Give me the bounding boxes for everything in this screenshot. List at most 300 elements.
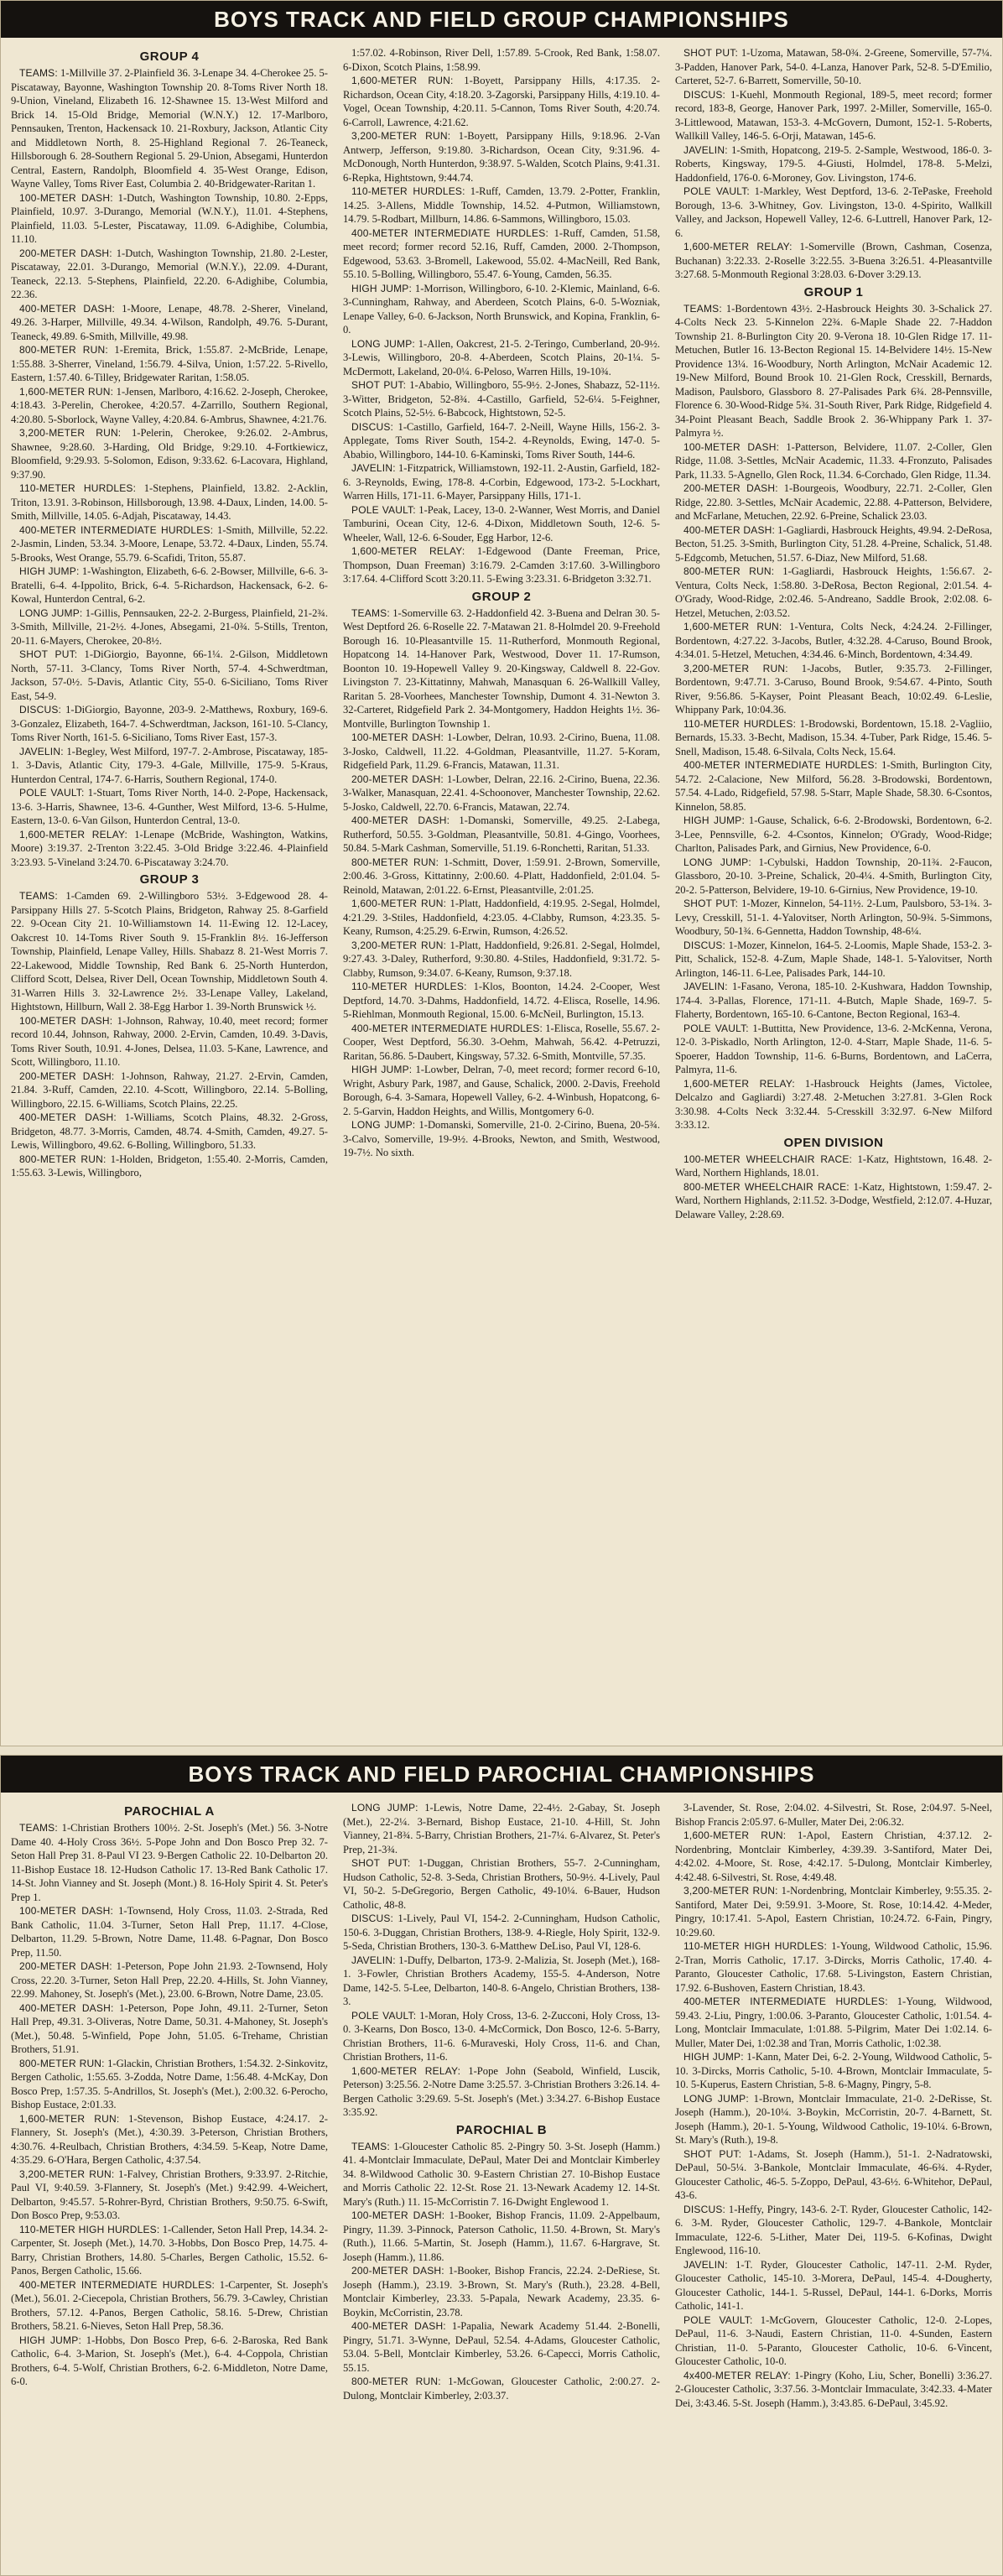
- event-result: [675, 2050, 992, 2092]
- event-label: 100-METER DASH:: [19, 191, 113, 204]
- event-results-text: 1-Hasbrouck Heights (James, Victolee, Delcalzo and Gagliardi) 3:27.48. 2-Metuchen 3:27.81. 3-Glen Rock 3:30.98. 4-Colts Neck 3:32.44. 5-Cresskill 3:32.97. 6-New Milford 3:33.12.: [675, 1077, 992, 1131]
- event-result: [343, 773, 660, 814]
- event-result: [343, 2264, 660, 2319]
- event-results-text: 1-Adams, St. Joseph (Hamm.), 51-1. 2-Nadratowski, DePaul, 50-5¼. 3-Bankole, Montclair Immaculate, 46-6¾. 4-Ryder, Gloucester Catholic, 46-5. 5-Zoppo, DePaul, 43-6½. 6-Whitehor, DePaul, 43-6.: [675, 2147, 992, 2201]
- event-result: [675, 1801, 992, 1829]
- event-result: [675, 897, 992, 939]
- division-heading: GROUP 4: [139, 49, 200, 64]
- event-results-text: 1-Katz, Hightstown, 16.48. 2-Ward, Northern Highlands, 18.01.: [675, 1153, 992, 1179]
- event-result: [675, 856, 992, 898]
- event-result: [343, 282, 660, 337]
- event-results-text: 1-Stevenson, Bishop Eustace, 4:24.17. 2-Flannery, St. Joseph's (Met.), 4:30.39. 3-Peterson, Christian Brothers, 4:30.76. 4-Reulbach, Christian Brothers, 4:34.59. 5-Keap, Notre Dame, 4:35.29. 6-O'Hara, Bergen Catholic, 4:37.54.: [11, 2112, 328, 2166]
- event-results-text: 1-Markley, West Deptford, 13-6. 2-TePaske, Freehold Borough, 13-6. 3-Whitney, Gov. Livingston, 13-0. 4-Spirito, Wallkill Valley, and Jackson, Hopewell Valley, 12-6. 6-Luttrell, Hanover Park, 12-6.: [675, 185, 992, 239]
- event-result: [343, 2375, 660, 2402]
- event-results-text: 1-Camden 69. 2-Willingboro 53½. 3-Edgewood 28. 4-Parsippany Hills 27. 5-Scotch Plains, Bridgeton, Rahway 25. 8-Garfield 22. 9-Ocean City 21. 10-Williamstown 14. 11-Ewing 12. 12-Lacey, Oakcrest 10. 14-Toms River South 9. 15-Franklin 8½. 16-Jefferson Township, Plainfield, Lenape Valley, Hills. Shabazz 8. 21-West Morris 7. 22-Lakewood, Middle Township, Red Bank 6. 25-North Hunterdon, Clifford Scott, Delsea, River Dell, Ocean Township, Middletown South 4. 31-Warren Hills 3. 32-Lawrence 2½. 33-Lenape Valley, Lakeland, Hightstown, Hillburn, Wall 2. 38-Egg Harbor 1. 39-North Brunswick ½.: [11, 890, 328, 1012]
- event-label: 1,600-METER RELAY:: [351, 545, 465, 557]
- event-results-text: 1-Uzoma, Matawan, 58-0¾. 2-Greene, Somerville, 57-7¼. 3-Padden, Hanover Park, 54-0. 4-Lanza, Hanover Park, 52-8. 5-D'Emilio, Carteret, 52-7. 6-Barrett, Somerville, 50-10.: [675, 47, 992, 86]
- event-results-text: 1-Townsend, Holy Cross, 11.03. 2-Strada, Red Bank Catholic, 11.04. 3-Turner, Seton Hall Prep, 11.17. 4-Close, Delbarton, 11.29. 5-Brown, Notre Dame, 11.48. 6-Pagnar, Don Bosco Prep, 11.50.: [11, 1905, 328, 1959]
- event-result: [343, 1022, 660, 1064]
- event-results-text: 1-Washington, Elizabeth, 6-6. 2-Bowser, Millville, 6-6. 3-Bratelli, 6-4. 4-Ippolito, Brick, 6-4. 5-Richardson, Hackensack, 6-2. 6-Kowal, Hunterdon Central, 6-2.: [11, 565, 328, 605]
- event-result: [11, 2057, 328, 2112]
- event-result: [343, 731, 660, 773]
- results-columns: [1, 1798, 1002, 2410]
- event-label: 110-METER HURDLES:: [19, 482, 137, 494]
- event-result: [675, 440, 992, 482]
- event-result: [343, 2009, 660, 2064]
- event-result: [343, 2319, 660, 2375]
- event-result: [343, 1801, 660, 1856]
- event-results-text: 1-Callender, Seton Hall Prep, 14.34. 2-Carpenter, St. Joseph (Met.), 14.70. 3-Hobbs, Don Bosco Prep, 14.75. 4-Barry, Christian Brothers, 14.80. 5-Charles, Bergen Catholic, 15.52. 6-Panos, Bergen Catholic, 15.66.: [11, 2223, 328, 2277]
- event-result: [343, 46, 660, 74]
- event-results-text: 1-Lenape (McBride, Washington, Watkins, Moore) 3:19.37. 2-Trenton 3:22.45. 3-Old Bridge 3:22.46. 4-Plainfield 3:23.93. 5-Vineland 3:24.70. 6-Piscataway 3:24.70.: [11, 828, 328, 868]
- event-results-text: 1-Klos, Boonton, 14.24. 2-Cooper, West Deptford, 14.70. 3-Dahms, Haddonfield, 14.72. 4-Elisca, Roselle, 14.96. 5-Riehlman, Monmouth Regional, 15.00. 6-McNeil, Burlington, 15.13.: [343, 981, 660, 1020]
- event-result: [675, 1995, 992, 2050]
- event-results-text: 1-McGowan, Gloucester Catholic, 2:00.27. 2-Dulong, Montclair Kimberley, 2:03.37.: [343, 2376, 660, 2402]
- event-results-text: 1-Ruff, Camden, 51.58, meet record; former record 52.16, Ruff, Camden, 2000. 2-Thompson, Edgewood, 53.63. 3-Bromell, Lakewood, 55.02. 4-MacNeill, Red Bank, 55.10. 5-Bolling, Willingboro, 55.47. 6-Young, Camden, 56.35.: [343, 226, 660, 280]
- event-results-text: 1-Cybulski, Haddon Township, 20-11¾. 2-Faucon, Glassboro, 20-10. 3-Preine, Schalick, 20-4¼. 4-Smith, Burlington City, 20-2. 5-Patterson, Belvidere, 19-10. 6-Girnius, New Providence, 19-10.: [675, 856, 992, 896]
- event-label: TEAMS:: [351, 606, 390, 619]
- event-label: 4x400-METER RELAY:: [683, 2369, 791, 2381]
- event-results-text: 1-Moore, Lenape, 48.78. 2-Sherer, Vineland, 49.26. 3-Harper, Millville, 49.34. 4-Wilson, Randolph, 49.76. 5-Durant, Teaneck, 49.89. 6-Smith, Millville, 49.98.: [11, 302, 328, 342]
- event-results-text: 1-Moran, Holy Cross, 13-6. 2-Zucconi, Holy Cross, 13-0. 3-Kearns, Don Bosco, 13-0. 4-McCormick, Don Bosco, 12-6. 5-Barry, Christian Brothers, 11-6. 6-Muraveski, Holy Cross, 11-6. and Chan, Christian Brothers, 11-6.: [343, 2009, 660, 2063]
- event-result: [11, 385, 328, 427]
- event-label: 1,600-METER RELAY:: [683, 1077, 795, 1090]
- event-result: [343, 2209, 660, 2264]
- division-heading: PAROCHIAL B: [455, 2122, 548, 2137]
- event-result: [675, 758, 992, 814]
- event-result: [675, 1077, 992, 1132]
- event-result: [11, 1111, 328, 1153]
- event-label: 800-METER RUN:: [19, 344, 108, 356]
- event-label: DISCUS:: [683, 939, 726, 951]
- results-columns: [1, 43, 1002, 1221]
- event-label: 400-METER INTERMEDIATE HURDLES:: [683, 1996, 888, 2007]
- event-results-text: 1-Lively, Paul VI, 154-2. 2-Cunningham, Hudson Catholic, 150-6. 3-Duggan, Christian Brothers, 138-9. 4-Riegle, Holy Spirit, 132-9. 5-Seda, Christian Brothers, 130-3. 6-Matthew DeLiso, Paul VI, 128-6.: [343, 1912, 660, 1952]
- event-result: [11, 66, 328, 191]
- event-label: 400-METER INTERMEDIATE HURDLES:: [19, 2278, 216, 2291]
- event-results-text: 1-Dutch, Washington Township, 21.80. 2-Lester, Piscataway, 22.01. 3-Durango, Memorial (W.N.Y.), 22.09. 4-Durant, Teaneck, 22.13. 5-Stephens, Plainfield, 22.20. 6-Adighibe, Columbia, 22.36.: [11, 247, 328, 300]
- event-result: [675, 620, 992, 662]
- event-result: [343, 1912, 660, 1954]
- event-result: [11, 2001, 328, 2057]
- event-result: [11, 302, 328, 344]
- group-championships-banner: BOYS TRACK AND FIELD GROUP CHAMPIONSHIPS: [1, 1, 1002, 38]
- event-result: [11, 703, 328, 745]
- event-result: [11, 2167, 328, 2223]
- event-result: [11, 343, 328, 385]
- event-results-text: 1-Holden, Bridgeton, 1:55.40. 2-Morris, Camden, 1:55.63. 3-Lewis, Willingboro,: [11, 1153, 328, 1179]
- event-result: [343, 2064, 660, 2120]
- event-results-text: 1-Gillis, Pennsauken, 22-2. 2-Burgess, Plainfield, 21-2¾. 3-Smith, Millville, 21-2½. 4-Jones, Absegami, 21-0¾. 5-Stills, Trenton, 20-11. 6-Mayers, Cherokee, 20-8½.: [11, 606, 328, 647]
- event-result: [675, 565, 992, 620]
- event-label: 100-METER DASH:: [351, 731, 444, 743]
- event-result: [675, 2313, 992, 2369]
- event-result: [343, 1118, 660, 1160]
- event-results-text: 1-Edgewood (Dante Freeman, Price, Thompson, Duan Freeman) 3:16.79. 2-Camden 3:17.60. 3-Willingboro 3:17.64. 4-Clifford Scott 3:20.11. 5-Ewing 3:23.31. 6-Bridgeton 3:32.71.: [343, 545, 660, 585]
- event-result: [675, 46, 992, 88]
- event-result: [11, 2223, 328, 2278]
- event-result: [675, 185, 992, 240]
- results-column: [343, 1801, 660, 2410]
- event-label: JAVELIN:: [19, 745, 64, 757]
- event-results-text: 1-Somerville 63. 2-Haddonfield 42. 3-Buena and Delran 30. 5-West Deptford 26. 6-Roselle 22. 7-Matawan 21. 8-Holmdel 20. 9-Freehold Borough 16. 10-Pleasantville 15. 11-Rutherford, Monmouth Regional, Hopatcong 14. 14-Hanover Park, Westwood, Dover 11. 17-Rumson, Boonton 10. 19-Hopewell Valley 9. 20-Kingsway, Caldwell 8. 22-Gov. Livingston 7. 23-Kittatinny, Mahwah, Manasquan 6. 26-Wallkill Valley, Raritan 5. 28-Voorhees, Manchester Township, Dumont 4. 31-Newton 3. 32-Carteret, Ridgefield Park 2. 34-Montgomery, Haddon Heights 1½. 36-Montville, Burlington Township 1.: [343, 606, 660, 730]
- event-label: HIGH JUMP:: [19, 565, 80, 577]
- event-results-text: 1-Kuehl, Monmouth Regional, 189-5, meet record; former record, 183-8, George, Hanover Park, 1997. 2-Miller, Somerville, 165-0. 3-Littlewood, Matawan, 153-3. 4-McGovern, Dumont, 152-1. 5-Roberts, Wallkill Valley, 146-5. 6-Orji, Matawan, 145-6.: [675, 88, 992, 142]
- event-result: [675, 2369, 992, 2411]
- event-label: 1,600-METER RUN:: [19, 2112, 120, 2125]
- event-results-text: 1-Patterson, Belvidere, 11.07. 2-Coller, Glen Ridge, 11.08. 3-Settles, McNair Academic, 11.33. 4-Fronzuto, Palisades Park, 11.33. 5-Agnello, Glen Rock, 11.34. 6-Corchado, Glen Ridge, 11.34.: [675, 440, 992, 481]
- event-results-text: 1-Gagliardi, Hasbrouck Heights, 1:56.67. 2-Ventura, Colts Neck, 1:58.80. 3-DeRosa, Becton Regional, 2:01.54. 4-O'Grady, Wood-Ridge, 2:02.46. 5-Andreano, Saddle Brook, 2:02.08. 6-Hetzel, Metuchen, 2:03.52.: [675, 565, 992, 619]
- event-label: 800-METER RUN:: [19, 1153, 107, 1165]
- event-results-text: 1-Platt, Haddonfield, 4:19.95. 2-Segal, Holmdel, 4:21.29. 3-Stiles, Haddonfield, 4:23.05. 4-Clabby, Rumson, 4:23.35. 5-Keany, Rumson, 4:25.29. 6-Erwin, Rumson, 4:26.52.: [343, 898, 660, 937]
- event-result: [11, 1069, 328, 1111]
- event-results-text: 1-Nordenbring, Montclair Kimberley, 9:55.35. 2-Santiford, Mater Dei, 9:59.91. 3-Moore, St. Rose, 10:14.42. 4-Meder, Pingry, 10:17.41. 5-Apol, Eastern Christian, 10:24.72. 6-Fain, Pingry, 10:29.60.: [675, 1885, 992, 1939]
- event-result: [343, 1954, 660, 2009]
- division-heading: PAROCHIAL A: [124, 1804, 215, 1819]
- event-label: DISCUS:: [683, 2203, 726, 2215]
- event-results-text: 1-Ababio, Willingboro, 55-9½. 2-Jones, Shabazz, 52-11½. 3-Witter, Bridgeton, 52-8¾. 4-Castillo, Garfield, 52-6¼. 5-Feighner, Scotch Plains, 52-5½. 6-Babcock, Hightstown, 52-5.: [343, 379, 660, 419]
- event-results-text: 1-Pope John (Seabold, Winfield, Luscik, Peterson) 3:25.56. 2-Notre Dame 3:25.57. 3-Christian Brothers 3:26.14. 4-Bergen Catholic 3:29.69. 5-St. Joseph's (Met.) 3:34.27. 6-Bishop Eustace 3:35.92.: [343, 2064, 660, 2118]
- event-results-text: 1-Kann, Mater Dei, 6-2. 2-Young, Wildwood Catholic, 5-10. 3-Dircks, Morris Catholic, 5-10. 4-Brown, Montclair Immaculate, 5-10. 5-Kuperus, Eastern Christian, 5-8. 6-Magny, Pingry, 5-8.: [675, 2051, 992, 2090]
- event-label: LONG JUMP:: [351, 337, 415, 350]
- event-result: [11, 2112, 328, 2167]
- event-result: [675, 2147, 992, 2203]
- event-result: [11, 648, 328, 703]
- event-results-text: 1-Bordentown 43½. 2-Hasbrouck Heights 30. 3-Schalick 27. 4-Colts Neck 23. 5-Kinnelon 22¾. 6-Maple Shade 22. 7-Haddon Township 21. 8-Burlington City 20. 9-Verona 18. 10-Glen Ridge 17. 11-Metuchen, Butler 16. 13-Becton Regional 15. 14-Belvidere 14½. 15-New Providence 13¼. 16-Woodbury, North Arlington, McNair Academic 12. 19-New Milford, Bound Brook 10. 21-Glen Rock, Cresskill, Bernards, Madison, Paulsboro, Glassboro 8. 27-Palisades Park 6¾. 28-Pennsville, Florence 6. 30-Wood-Ridge 5¾. 31-South River, Park Ridge, Ridgefield 4. 34-Point Pleasant Beach, Saddle Brook 2. 36-Whippany Park 1. 37-Palmyra ½.: [675, 302, 992, 439]
- event-results-text: 1-Begley, West Milford, 197-7. 2-Ambrose, Piscataway, 185-1. 3-Davis, Atlantic City, 179-3. 4-Gale, Millville, 175-9. 5-Kraus, Hunterdon Central, 174-7. 6-Harris, Southern Regional, 174-0.: [11, 745, 328, 785]
- event-label: SHOT PUT:: [351, 1857, 411, 1869]
- event-result: [343, 1856, 660, 1912]
- event-label: JAVELIN:: [683, 143, 728, 156]
- event-label: 800-METER WHEELCHAIR RACE:: [683, 1180, 850, 1193]
- event-result: [11, 523, 328, 565]
- event-results-text: 1-Smith, Millville, 52.22. 2-Jasmin, Linden, 53.34. 3-Moore, Lenape, 53.72. 4-Daux, Linden, 55.74. 5-Brooks, West Orange, 55.79. 6-Scafidi, Triton, 55.87.: [11, 523, 328, 564]
- event-results-text: 1-Morrison, Willingboro, 6-10. 2-Klemic, Mainland, 6-6. 3-Cunningham, Rahway, and Aberdeen, Scotch Plains, 6-0. 5-Wozniak, Lenape Valley, 6-0. 6-Jackson, North Brunswick, and Kopina, Franklin, 6-0.: [343, 282, 660, 336]
- event-result: [675, 481, 992, 523]
- event-result: [675, 980, 992, 1022]
- results-column: [11, 1801, 328, 2410]
- event-label: 400-METER DASH:: [351, 2320, 446, 2332]
- event-results-text: 1-Peak, Lacey, 13-0. 2-Wanner, West Morris, and Daniel Tamburini, Ocean City, 12-6. 4-Dixon, Middletown South, 12-6. 5-Wheeler, Wall, 12-6. 6-Souder, Egg Harbor, 12-6.: [343, 503, 660, 544]
- event-label: 400-METER DASH:: [19, 1111, 117, 1123]
- event-label: 400-METER DASH:: [19, 302, 116, 315]
- event-result: [11, 1959, 328, 2001]
- event-results-text: 1-Jensen, Marlboro, 4:16.62. 2-Joseph, Cherokee, 4:18.43. 3-Perelin, Cherokee, 4:20.57. 4-Zarrillo, Southern Regional, 4:20.80. 5-Sborlock, Wayne Valley, 4:20.84. 6-Ambrus, Shawnee, 4:21.76.: [11, 385, 328, 425]
- event-results-text: 1-Falvey, Christian Brothers, 9:33.97. 2-Ritchie, Paul VI, 9:40.59. 3-Flannery, St. Joseph's (Met.) 9:42.99. 4-Weichert, Delbarton, 9:45.57. 5-Rohrer-Byrd, Christian Brothers, 9:50.75. 6-Swift, Don Bosco Prep, 9:53.03.: [11, 2167, 328, 2221]
- event-label: 400-METER INTERMEDIATE HURDLES:: [351, 226, 548, 239]
- results-column: [343, 46, 660, 1221]
- event-result: [11, 606, 328, 648]
- event-label: JAVELIN:: [683, 981, 728, 992]
- event-results-text: 1-Lewis, Notre Dame, 22-4½. 2-Gabay, St. Joseph (Met.), 22-2¼. 3-Bernard, Bishop Eustace, 21-10. 4-Hill, St. John Vianney, 21-8¾. 5-Barry, Christian Brothers, 21-7¼. 6-Alvarez, St. Peter's Prep, 21-3¾.: [343, 1802, 660, 1855]
- event-result: [343, 814, 660, 856]
- event-results-text: 1-Ruff, Camden, 13.79. 2-Potter, Franklin, 14.25. 3-Allens, Middle Township, 14.52. 4-Putmon, Williamstown, 14.79. 5-Rodbart, Millburn, 14.86. 6-Sammons, Willingboro, 15.03.: [343, 185, 660, 225]
- event-label: SHOT PUT:: [683, 898, 739, 909]
- event-result: [343, 337, 660, 379]
- event-result: [11, 481, 328, 523]
- event-results-text: 1-Platt, Haddonfield, 9:26.81. 2-Segal, Holmdel, 9:27.43. 3-Daley, Rutherford, 9:30.80. 4-Stiles, Haddonfield, 9:31.72. 5-Clabby, Rumson, 9:34.07. 6-Keany, Rumson, 9:37.18.: [343, 939, 660, 979]
- event-result: [11, 745, 328, 787]
- event-result: [343, 897, 660, 939]
- event-label: DISCUS:: [683, 88, 726, 101]
- event-result: [675, 240, 992, 282]
- event-result: [675, 2092, 992, 2147]
- event-results-text: 1-Domanski, Somerville, 49.25. 2-Labega, Rutherford, 50.55. 3-Goldman, Pleasantville, 50.81. 4-Gingo, Voorhees, 50.84. 5-Mark Cashman, Somerville, 51.19. 6-Ronchetti, Raritan, 51.33.: [343, 814, 660, 854]
- event-results-text: 1:57.02. 4-Robinson, River Dell, 1:57.89. 5-Crook, Red Bank, 1:58.07. 6-Dixon, Scotch Plains, 1:58.99.: [343, 47, 660, 73]
- event-results-text: 1-Williams, Scotch Plains, 48.32. 2-Gross, Bridgeton, 48.77. 3-Morris, Camden, 48.74. 4-Smith, Camden, 49.27. 5-Lewis, Willingboro, 49.62. 6-Bolling, Willingboro, 51.33.: [11, 1111, 328, 1151]
- event-results-text: 1-Somerville (Brown, Cashman, Cosenza, Buchanan) 3:22.33. 2-Roselle 3:22.55. 3-Buena 3:26.51. 4-Pleasantville 3:27.68. 5-Monmouth Regional 3:28.03. 6-Dover 3:29.13.: [675, 241, 992, 280]
- event-label: HIGH JUMP:: [351, 282, 413, 294]
- event-label: 100-METER DASH:: [683, 440, 780, 453]
- event-results-text: 1-Millville 37. 2-Plainfield 36. 3-Lenape 34. 4-Cherokee 25. 5-Piscataway, Bayonne, Washington Township 20. 8-Toms River North 18. 9-Union, Vineland, Elizabeth 16. 12-Shawnee 15. 13-West Milford and Brick 14. 15-Old Bridge, Memorial (W.N.Y.) 12. 17-Marlboro, Pennsauken, Trenton, Hackensack 10. 21-Roxbury, Jackson, Atlantic City and Middletown North, 8. 25-Highland Regional 7. 26-Teaneck, Hillsborough 6. 28-Southern Regional 5. 29-Union, Absegami, Hunterdon Central, Eastern, Randolph, Bloomfield 4. 35-West Orange, Edison, Wayne Valley, Toms River East, Columbia 2. 40-Bridgewater-Raritan 1.: [11, 67, 328, 190]
- event-label: 400-METER INTERMEDIATE HURDLES:: [19, 523, 214, 536]
- event-label: 400-METER DASH:: [683, 523, 776, 536]
- results-column: [675, 46, 992, 1221]
- event-label: 200-METER DASH:: [19, 1069, 115, 1082]
- event-result: [675, 302, 992, 440]
- event-label: LONG JUMP:: [351, 1802, 418, 1814]
- event-label: 800-METER RUN:: [351, 2376, 441, 2387]
- event-label: POLE VAULT:: [351, 503, 416, 516]
- event-results-text: 1-Smith, Burlington City, 54.72. 2-Calacione, New Milford, 56.28. 3-Brodowski, Bordentown, 57.54. 4-Lado, Ridgefield, 57.98. 5-Starr, Maple Shade, 58.30. 6-Csontos, Kinnelon, 58.85.: [675, 759, 992, 813]
- event-label: 1,600-METER RELAY:: [351, 2064, 461, 2077]
- event-result: [675, 2258, 992, 2313]
- event-results-text: 1-Booker, Bishop Francis, 11.09. 2-Appelbaum, Pingry, 11.39. 3-Pinnock, Paterson Catholic, 11.50. 4-Brown, St. Mary's (Ruth.), 11.66. 5-Martin, St. Joseph (Hamm.), 11.67. 6-Hargrave, St. Joseph (Hamm.), 11.86.: [343, 2209, 660, 2263]
- event-label: SHOT PUT:: [683, 2147, 742, 2160]
- event-result: [343, 226, 660, 282]
- event-result: [675, 523, 992, 565]
- event-label: 110-METER HIGH HURDLES:: [19, 2223, 160, 2235]
- event-results-text: 1-Young, Wildwood Catholic, 15.96. 2-Tran, Morris Catholic, 17.17. 3-Dircks, Morris Catholic, 17.40. 4-Paranto, Gloucester Catholic, 17.68. 5-Livingston, Eastern Christian, 17.92. 6-Bushoven, Eastern Christian, 18.43.: [675, 1940, 992, 1994]
- event-result: [675, 88, 992, 143]
- event-label: POLE VAULT:: [351, 2009, 417, 2022]
- event-label: 1,600-METER RELAY:: [19, 828, 128, 840]
- event-results-text: 1-Lowber, Delran, 22.16. 2-Cirino, Buena, 22.36. 3-Walker, Manasquan, 22.41. 4-Schoonover, Manchester Township, 22.62. 5-Josko, Caldwell, 22.70. 6-Francis, Matawan, 22.74.: [343, 773, 660, 813]
- event-label: POLE VAULT:: [683, 2313, 753, 2326]
- event-label: 400-METER INTERMEDIATE HURDLES:: [351, 1022, 543, 1034]
- event-results-text: 1-Young, Wildwood, 59.43. 2-Liu, Pingry, 1:00.06. 3-Paranto, Gloucester Catholic, 1:01.54. 4-Long, Montclair Immaculate, 1:01.88. 5-Pilgrim, Mater Dei 1:02.14. 6-Muller, Mater Dei, 1:02.38 and Tran, Morris Catholic, 1:02.38.: [675, 1996, 992, 2049]
- event-results-text: 1-Lowber, Delran, 10.93. 2-Cirino, Buena, 11.08. 3-Josko, Caldwell, 11.22. 4-Goldman, Pleasantville, 11.27. 5-Koram, Ridgefield Park, 11.29. 6-Francis, Matawan, 11.31.: [343, 731, 660, 771]
- event-results-text: 1-DiGiorgio, Bayonne, 203-9. 2-Matthews, Roxbury, 169-6. 3-Gonzalez, Elizabeth, 164-7. 4-Schwerdtman, Jackson, 161-10. 5-Clancy, Toms River North, 161-5. 6-Siciliano, Toms River East, 157-3.: [11, 704, 328, 743]
- event-results-text: 1-Boyett, Parsippany Hills, 9:18.96. 2-Van Antwerp, Jefferson, 9:19.80. 3-Richardson, Ocean City, 9:31.96. 4-McDonough, North Hunterdon, 9:38.97. 5-Walden, Scotch Plains, 9:41.31. 6-Repka, Hightstown, 9:44.74.: [343, 130, 660, 184]
- event-results-text: 1-Johnson, Rahway, 21.27. 2-Ervin, Camden, 21.84. 3-Ruff, Camden, 22.10. 4-Scott, Willingboro, 22.14. 5-Bolling, Willingboro, 22.15. 6-Williams, Scotch Plains, 22.25.: [11, 1069, 328, 1110]
- event-results-text: 1-Stephens, Plainfield, 13.82. 2-Acklin, Triton, 13.91. 3-Robinson, Hillsborough, 13.98. 4-Daux, Linden, 14.00. 5-Smith, Millville, 14.05. 6-Adjah, Piscataway, 14.43.: [11, 482, 328, 522]
- event-result: [11, 889, 328, 1014]
- event-results-text: 1-Fasano, Verona, 185-10. 2-Kushwara, Haddon Township, 174-4. 3-Pallas, Florence, 171-11. 4-Butch, Maple Shade, 169-7. 5-Flaherty, Bordentown, 165-10. 6-Cantone, Becton Regional, 163-4.: [675, 981, 992, 1020]
- event-result: [675, 143, 992, 185]
- event-result: [11, 1904, 328, 1959]
- event-label: 1,600-METER RUN:: [683, 1829, 787, 1841]
- event-results-text: 1-Gagliardi, Hasbrouck Heights, 49.94. 2-DeRosa, Becton, 51.25. 3-Smith, Burlington City, 51.28. 4-Preine, Schalick, 51.48. 5-Edgcomb, Metuchen, 51.57. 6-Diaz, New Milford, 51.68.: [675, 523, 992, 564]
- event-results-text: 1-Johnson, Rahway, 10.40, meet record; former record 10.44, Johnson, Rahway, 2000. 2-Ervin, Camden, 10.49. 3-Davis, Toms River South, 10.91. 4-Jones, Delsea, 11.03. 5-Kane, Lawrence, and Scott, Willingboro, 11.10.: [11, 1014, 328, 1068]
- event-label: 800-METER RUN:: [351, 856, 439, 868]
- event-label: HIGH JUMP:: [19, 2334, 81, 2346]
- event-result: [675, 1884, 992, 1939]
- event-label: DISCUS:: [351, 1912, 394, 1924]
- event-label: 3,200-METER RUN:: [683, 1885, 778, 1897]
- event-result: [675, 1180, 992, 1222]
- event-results-text: 1-Peterson, Pope John, 49.11. 2-Turner, Seton Hall Prep, 49.31. 3-Oliveras, Notre Dame, 50.31. 4-Mahoney, St. Joseph's (Met.), 50.48. 5-Winfield, Pope John, 51.05. 6-Trehame, Christian Brothers, 51.91.: [11, 2001, 328, 2055]
- event-label: JAVELIN:: [351, 1954, 396, 1966]
- event-result: [343, 939, 660, 981]
- event-label: 110-METER HURDLES:: [351, 185, 465, 197]
- event-results-text: 1-Bourgeois, Woodbury, 22.71. 2-Coller, Glen Ridge, 22.80. 3-Settles, McNair Academic, 22.88. 4-Patterson, Belvidere, and McFarlane, Metuchen, 22.92. 6-Preine, Schalick 23.03.: [675, 482, 992, 522]
- event-results-text: 1-Mozer, Kinnelon, 54-11½. 2-Lum, Paulsboro, 53-1¾. 3-Levy, Cresskill, 51-1. 4-Yalovitser, North Arlington, 50-9¾. 5-Simmons, Woodbury, 50-1¾. 6-Gennetta, Haddon Township, 48-6¼.: [675, 898, 992, 937]
- event-result: [343, 461, 660, 503]
- event-results-text: 1-Mozer, Kinnelon, 164-5. 2-Loomis, Maple Shade, 153-2. 3-Pitt, Schalick, 152-8. 4-Zum, Maple Shade, 148-1. 5-Yalovitser, North Arlington, 146-11. 6-Lee, Palisades Park, 144-10.: [675, 939, 992, 979]
- event-results-text: 1-Pingry (Koho, Liu, Scher, Bonelli) 3:36.27. 2-Gloucester Catholic, 3:37.56. 3-Montclair Immaculate, 3:42.33. 4-Mater Dei, 3:43.46. 5-St. Joseph (Hamm.), 3:43.85. 6-DePaul, 3:45.92.: [675, 2369, 992, 2409]
- event-result: [343, 420, 660, 462]
- event-results-text: 1-Booker, Bishop Francis, 22.24. 2-DeRiese, St. Joseph (Hamm.), 23.19. 3-Brown, St. Mary's (Ruth.), 23.28. 4-Bell, Montclair Kimberley, 23.33. 5-Papala, Newark Academy, 23.35. 6-Boykin, McCorristin, 23.78.: [343, 2265, 660, 2318]
- event-label: POLE VAULT:: [683, 1022, 749, 1034]
- event-results-text: 1-Stuart, Toms River North, 14-0. 2-Pope, Hackensack, 13-6. 3-Harris, Shawnee, 13-6. 4-Gunther, West Milford, 13-6. 5-Hulme, Eastern, 13-0. 6-Van Gilson, Hunterdon Central, 13-0.: [11, 787, 328, 826]
- event-label: 110-METER HURDLES:: [683, 717, 797, 730]
- event-results-text: 1-Duggan, Christian Brothers, 55-7. 2-Cunningham, Hudson Catholic, 52-8. 3-Seda, Christian Brothers, 50-9½. 4-Lively, Paul VI, 50-2. 5-DeGregorio, Bergen Catholic, 49-10¼. 6-Bauer, Hudson Catholic, 48-8.: [343, 1857, 660, 1911]
- event-label: JAVELIN:: [683, 2258, 728, 2271]
- event-result: [11, 1014, 328, 1069]
- event-label: 100-METER WHEELCHAIR RACE:: [683, 1153, 853, 1165]
- event-result: [675, 1939, 992, 1995]
- event-result: [343, 606, 660, 731]
- event-label: HIGH JUMP:: [351, 1064, 413, 1075]
- event-label: TEAMS:: [19, 67, 58, 79]
- event-label: 100-METER DASH:: [19, 1905, 113, 1917]
- event-results-text: 1-Elisca, Roselle, 55.67. 2-Cooper, West Deptford, 56.30. 3-Oehm, Mahwah, 56.42. 4-Petruzzi, Raritan, 56.86. 5-Daubert, Kingsway, 57.32. 6-Smith, Montville, 57.35.: [343, 1022, 660, 1062]
- event-results-text: 1-Dutch, Washington Township, 10.80. 2-Epps, Plainfield, 10.97. 3-Durango, Memorial (W.N.Y.), 11.01. 4-Stephens, Plainfield, 11.03. 5-Lester, Piscataway, 11.09. 6-Adighibe, Columbia, 11.10.: [11, 191, 328, 245]
- event-results-text: 3-Lavender, St. Rose, 2:04.02. 4-Silvestri, St. Rose, 2:04.97. 5-Neel, Bishop Francis 2:05.97. 6-Muller, Mater Dei, 2:06.32.: [675, 1802, 992, 1828]
- event-label: 100-METER DASH:: [19, 1014, 113, 1027]
- event-results-text: 1-Brodowski, Bordentown, 15.18. 2-Vagliio, Bernards, 15.33. 3-Becht, Madison, 15.34. 4-Tuber, Park Ridge, 15.46. 5-Snell, Madison, 15.48. 6-Silvala, Colts Neck, 15.64.: [675, 717, 992, 757]
- event-label: 200-METER DASH:: [351, 2265, 444, 2277]
- event-label: SHOT PUT:: [19, 648, 78, 660]
- event-label: SHOT PUT:: [351, 379, 407, 391]
- event-label: TEAMS:: [19, 1822, 58, 1834]
- event-result: [343, 2140, 660, 2209]
- event-results-text: 1-Jacobs, Butler, 9:35.73. 2-Fillinger, Bordentown, 9:47.71. 3-Caruso, Bound Brook, 9:54.67. 4-Pinto, South River, 9:56.86. 5-Kayser, Point Pleasant Beach, 10:02.49. 6-Leslie, Whippany Park, 10:04.36.: [675, 662, 992, 716]
- event-results-text: 1-Fitzpatrick, Williamstown, 192-11. 2-Austin, Garfield, 182-6. 3-Reynolds, Ewing, 178-8. 4-Corbin, Edgewood, 173-2. 5-Lockhart, Warren Hills, 171-11. 6-Mayer, Parsippany Hills, 171-1.: [343, 462, 660, 502]
- event-result: [11, 2278, 328, 2334]
- event-label: LONG JUMP:: [351, 1119, 416, 1131]
- event-label: LONG JUMP:: [683, 856, 751, 868]
- event-label: 800-METER RUN:: [19, 2057, 105, 2069]
- event-result: [675, 1153, 992, 1180]
- division-heading: OPEN DIVISION: [783, 1135, 884, 1150]
- event-label: 1,600-METER RUN:: [683, 621, 782, 632]
- division-heading: GROUP 2: [471, 589, 532, 604]
- event-results-text: 1-DiGiorgio, Bayonne, 66-1¼. 2-Gilson, Middletown North, 57-11. 3-Clancy, Toms River North, 57-4. 4-Schwerdtman, Jackson, 57-0½. 5-Davis, Atlantic City, 55-0. 6-Siciliano, Toms River East, 54-9.: [11, 648, 328, 702]
- event-label: 400-METER INTERMEDIATE HURDLES:: [683, 759, 878, 771]
- results-column: [675, 1801, 992, 2410]
- event-label: POLE VAULT:: [683, 185, 750, 197]
- event-result: [11, 426, 328, 481]
- event-result: [675, 814, 992, 856]
- event-result: [11, 565, 328, 606]
- event-result: [343, 74, 660, 129]
- event-label: POLE VAULT:: [19, 787, 85, 799]
- event-results-text: 1-Allen, Oakcrest, 21-5. 2-Teringo, Cumberland, 20-9½. 3-Lewis, Willingboro, 20-8. 4-Aberdeen, Scotch Plains, 20-1¼. 5-McDermott, Lakeland, 20-0¼. 6-Peloso, Warren Hills, 19-10¾.: [343, 337, 660, 377]
- event-label: 3,200-METER RUN:: [351, 939, 447, 951]
- event-label: JAVELIN:: [351, 462, 396, 474]
- parochial-championships-banner: BOYS TRACK AND FIELD PAROCHIAL CHAMPIONSHIPS: [1, 1756, 1002, 1793]
- parochial-championships-clipping: [0, 1755, 1003, 2576]
- event-result: [343, 503, 660, 545]
- event-result: [11, 1821, 328, 1904]
- event-results-text: 1-Schmitt, Dover, 1:59.91. 2-Brown, Somerville, 2:00.46. 3-Gross, Kittatinny, 2:00.60. 4-Platt, Haddonfield, 2:01.04. 5-Reinold, Matawan, 2:01.22. 6-Ernst, Pleasantville, 2:01.25.: [343, 856, 660, 896]
- event-results-text: 1-Apol, Eastern Christian, 4:37.12. 2-Nordenbring, Montclair Kimberley, 4:39.39. 3-Santiford, Mater Dei, 4:42.02. 4-Moore, St. Rose, 4:42.17. 5-Dulong, Montclair Kimberley, 4:42.48. 6-Silvestri, St. Rose, 4:49.48.: [675, 1829, 992, 1883]
- event-label: 800-METER RUN:: [683, 565, 775, 577]
- event-label: TEAMS:: [351, 2140, 390, 2152]
- event-results-text: 1-Pelerin, Cherokee, 9:26.02. 2-Ambrus, Shawnee, 9:28.60. 3-Harding, Old Bridge, 9:29.10. 4-Fortkiewicz, Bloomfield, 9:29.93. 5-Solomon, Edison, 9:33.62. 6-Lacovara, Highland, 9:37.90.: [11, 427, 328, 481]
- event-label: HIGH JUMP:: [683, 2051, 744, 2063]
- event-label: 400-METER DASH:: [351, 814, 450, 826]
- event-label: LONG JUMP:: [19, 606, 83, 619]
- event-result: [343, 856, 660, 898]
- event-label: HIGH JUMP:: [683, 814, 746, 826]
- event-result: [11, 828, 328, 870]
- event-results-text: 1-Eremita, Brick, 1:55.87. 2-McBride, Lenape, 1:55.88. 3-Sherrer, Vineland, 1:56.79. 4-Silva, Union, 1:57.22. 5-Rivello, Eastern, 1:57.40. 6-Tilley, Bridgewater Raritan, 1:58.05.: [11, 344, 328, 383]
- event-result: [11, 1153, 328, 1180]
- event-result: [675, 662, 992, 717]
- event-results-text: 1-Katz, Hightstown, 1:59.47. 2-Ward, Northern Highlands, 2:11.52. 3-Dodge, Westfield, 2:12.07. 4-Huzar, Delaware Valley, 2:28.69.: [675, 1180, 992, 1220]
- event-result: [675, 1022, 992, 1077]
- event-result: [11, 191, 328, 247]
- event-label: DISCUS:: [19, 704, 62, 716]
- event-label: 1,600-METER RUN:: [351, 75, 454, 86]
- event-results-text: 1-Buttitta, New Providence, 13-6. 2-McKenna, Verona, 12-0. 3-Piskadlo, North Arlington, 12-0. 4-Starr, Maple Shade, 11-6. 5-Spoerer, Haddon Township, 11-6. 6-Burns, Bordentown, and LaCerra, Palmyra, 11-6.: [675, 1022, 992, 1075]
- event-results-text: 1-Hobbs, Don Bosco Prep, 6-6. 2-Baroska, Red Bank Catholic, 6-4. 3-Marion, St. Joseph's (Met.), 6-4. 4-Coppola, Christian Brothers, 6-4. 5-Wolf, Christian Brothers, 6-2. 6-Middleton, Notre Dame, 6-0.: [11, 2334, 328, 2387]
- event-result: [343, 1063, 660, 1118]
- event-label: 3,200-METER RUN:: [351, 130, 451, 142]
- event-label: 400-METER DASH:: [19, 2001, 114, 2014]
- event-result: [11, 247, 328, 302]
- event-label: DISCUS:: [351, 420, 394, 433]
- event-results-text: 1-McGovern, Gloucester Catholic, 12-0. 2-Lopes, DePaul, 11-6. 3-Naudi, Eastern Christian, 11-0. 4-Sunden, Eastern Christian, 11-0. 5-Paranto, Gloucester Catholic, 10-6. 6-Vincent, Gloucester Catholic, 10-0.: [675, 2313, 992, 2367]
- event-label: 100-METER DASH:: [351, 2209, 445, 2221]
- event-results-text: 1-Carpenter, St. Joseph's (Met.), 56.01. 2-Ciecepola, Christian Brothers, 56.79. 3-Cawley, Christian Brothers, 57.12. 4-Panos, Bergen Catholic, 58.16. 5-Drew, Christian Brothers, 58.21. 6-Nieves, Seton Hall Prep, 58.36.: [11, 2278, 328, 2332]
- event-results-text: 1-Peterson, Pope John 21.93. 2-Townsend, Holy Cross, 22.20. 3-Turner, Seton Hall Prep, 22.20. 4-Hills, St. John Vianney, 22.99. Mahoney, St. Joseph's (Met.), 23.00. 6-Brown, Notre Dame, 23.05.: [11, 1960, 328, 2000]
- event-label: 3,200-METER RUN:: [19, 427, 122, 439]
- event-result: [675, 1829, 992, 1884]
- event-label: TEAMS:: [19, 890, 58, 902]
- event-label: 3,200-METER RUN:: [683, 662, 788, 674]
- event-label: 200-METER DASH:: [19, 247, 112, 259]
- event-label: 200-METER DASH:: [683, 482, 778, 494]
- event-result: [675, 717, 992, 759]
- event-label: LONG JUMP:: [683, 2092, 749, 2105]
- event-label: TEAMS:: [683, 302, 722, 315]
- event-label: 3,200-METER RUN:: [19, 2167, 115, 2180]
- event-result: [675, 2203, 992, 2258]
- event-result: [11, 2334, 328, 2389]
- event-results-text: 1-Gloucester Catholic 85. 2-Pingry 50. 3-St. Joseph (Hamm.) 41. 4-Montclair Immaculate, DePaul, Mater Dei and Montclair Kimberley 34. 8-Wildwood Catholic 30. 9-Eastern Christian 27. 10-Bishop Eustace and Morris Catholic 22. 12-St. Rose 21. 13-Newark Academy 12. 14-St. Mary's (Ruth.) 11. 15-McCorristin 7. 16-Dwight Englewood 1.: [343, 2140, 660, 2208]
- division-heading: GROUP 3: [139, 872, 200, 887]
- results-column: [11, 46, 328, 1221]
- event-result: [11, 786, 328, 828]
- event-results-text: 1-Domanski, Somerville, 21-0. 2-Cirino, Buena, 20-5¾. 3-Calvo, Somerville, 19-9½. 4-Brooks, Newton, and Smith, Westwood, 19-7½. No sixth.: [343, 1119, 660, 1158]
- event-label: 1,600-METER RUN:: [19, 385, 114, 398]
- event-result: [343, 378, 660, 420]
- event-results-text: 1-Christian Brothers 100½. 2-St. Joseph's (Met.) 56. 3-Notre Dame 40. 4-Holy Cross 36½. 5-Pope John and Don Bosco Prep 32. 7-Seton Hall Prep 31. 8-Paul VI 23. 9-Bergen Catholic 22. 10-Delbarton 20. 11-Bishop Eustace 18. 12-Hudson Catholic 17. 13-Red Bank Catholic 17. 14-St. John Vianney and St. Joseph (Mont.) 8. 16-Holy Spirit 4. St. Peter's Prep 1.: [11, 1822, 328, 1903]
- event-results-text: 1-Duffy, Delbarton, 173-9. 2-Malizia, St. Joseph (Met.), 168-1. 3-Fowler, Christian Brothers Academy, 155-5. 4-Anderson, Notre Dame, 142-5. 5-Lee, Delbarton, 140-8. 6-Angelo, Christian Brothers, 138-3.: [343, 1954, 660, 2007]
- event-results-text: 1-Boyett, Parsippany Hills, 4:17.35. 2-Richardson, Ocean City, 4:18.20. 3-Zagorski, Parsippany Hills, 4:19.10. 4-Vogel, Ocean Township, 4:20.11. 5-Cannon, Toms River South, 4:20.74. 6-Carroll, Lawrence, 4:21.62.: [343, 75, 660, 128]
- event-results-text: 1-Brown, Montclair Immaculate, 21-0. 2-DeRisse, St. Joseph (Hamm.), 20-10¼. 3-Boykin, McCorristin, 20-7. 4-Barnett, St. Joseph (Hamm.), 20-1. 5-Young, Wildwood Catholic, 19-10¼. 6-Brown, St. Mary's (Ruth.), 19-8.: [675, 2092, 992, 2146]
- event-result: [343, 129, 660, 185]
- event-label: 200-METER DASH:: [19, 1960, 112, 1972]
- event-results-text: 1-Papalia, Newark Academy 51.44. 2-Bonelli, Pingry, 51.71. 3-Wynne, DePaul, 52.54. 4-Adams, Gloucester Catholic, 53.04. 5-Bell, Montclair Kimberley, 53.26. 6-Capecci, Morris Catholic, 55.15.: [343, 2320, 660, 2374]
- event-label: 1,600-METER RUN:: [351, 898, 447, 909]
- event-result: [343, 544, 660, 586]
- event-label: 110-METER HURDLES:: [351, 981, 467, 992]
